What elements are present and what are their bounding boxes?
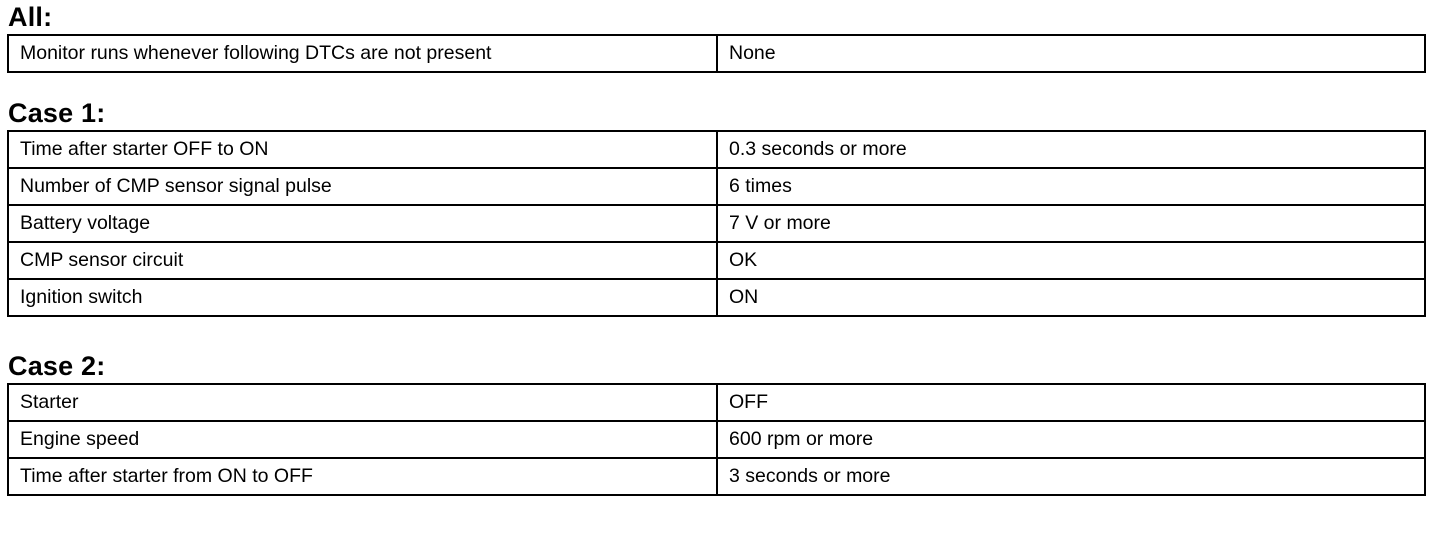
- condition-cell: Time after starter from ON to OFF: [8, 458, 717, 495]
- table-row: [8, 242, 1425, 279]
- condition-cell: Number of CMP sensor signal pulse: [8, 168, 717, 205]
- conditions-table-all: [7, 34, 1426, 73]
- conditions-table-case-1: [7, 130, 1426, 317]
- section-title-case-2: Case 2:: [8, 351, 106, 381]
- table-row: [8, 421, 1425, 458]
- value-cell: 7 V or more: [717, 205, 1425, 242]
- value-cell: 0.3 seconds or more: [717, 131, 1425, 168]
- value-cell: OFF: [717, 384, 1425, 421]
- value-cell: OK: [717, 242, 1425, 279]
- value-cell: 6 times: [717, 168, 1425, 205]
- table-row: [8, 168, 1425, 205]
- condition-cell: Engine speed: [8, 421, 717, 458]
- condition-cell: Battery voltage: [8, 205, 717, 242]
- condition-cell: Time after starter OFF to ON: [8, 131, 717, 168]
- condition-cell: Starter: [8, 384, 717, 421]
- condition-cell: Ignition switch: [8, 279, 717, 316]
- section-title-all: All:: [8, 2, 53, 32]
- conditions-table-case-2: [7, 383, 1426, 496]
- table-row: [8, 131, 1425, 168]
- value-cell: ON: [717, 279, 1425, 316]
- value-cell: None: [717, 35, 1425, 72]
- table-row: [8, 205, 1425, 242]
- value-cell: 3 seconds or more: [717, 458, 1425, 495]
- condition-cell: Monitor runs whenever following DTCs are not present: [8, 35, 717, 72]
- section-title-case-1: Case 1:: [8, 98, 106, 128]
- value-cell: 600 rpm or more: [717, 421, 1425, 458]
- table-row: [8, 384, 1425, 421]
- table-row: [8, 458, 1425, 495]
- table-row: [8, 279, 1425, 316]
- table-row: [8, 35, 1425, 72]
- condition-cell: CMP sensor circuit: [8, 242, 717, 279]
